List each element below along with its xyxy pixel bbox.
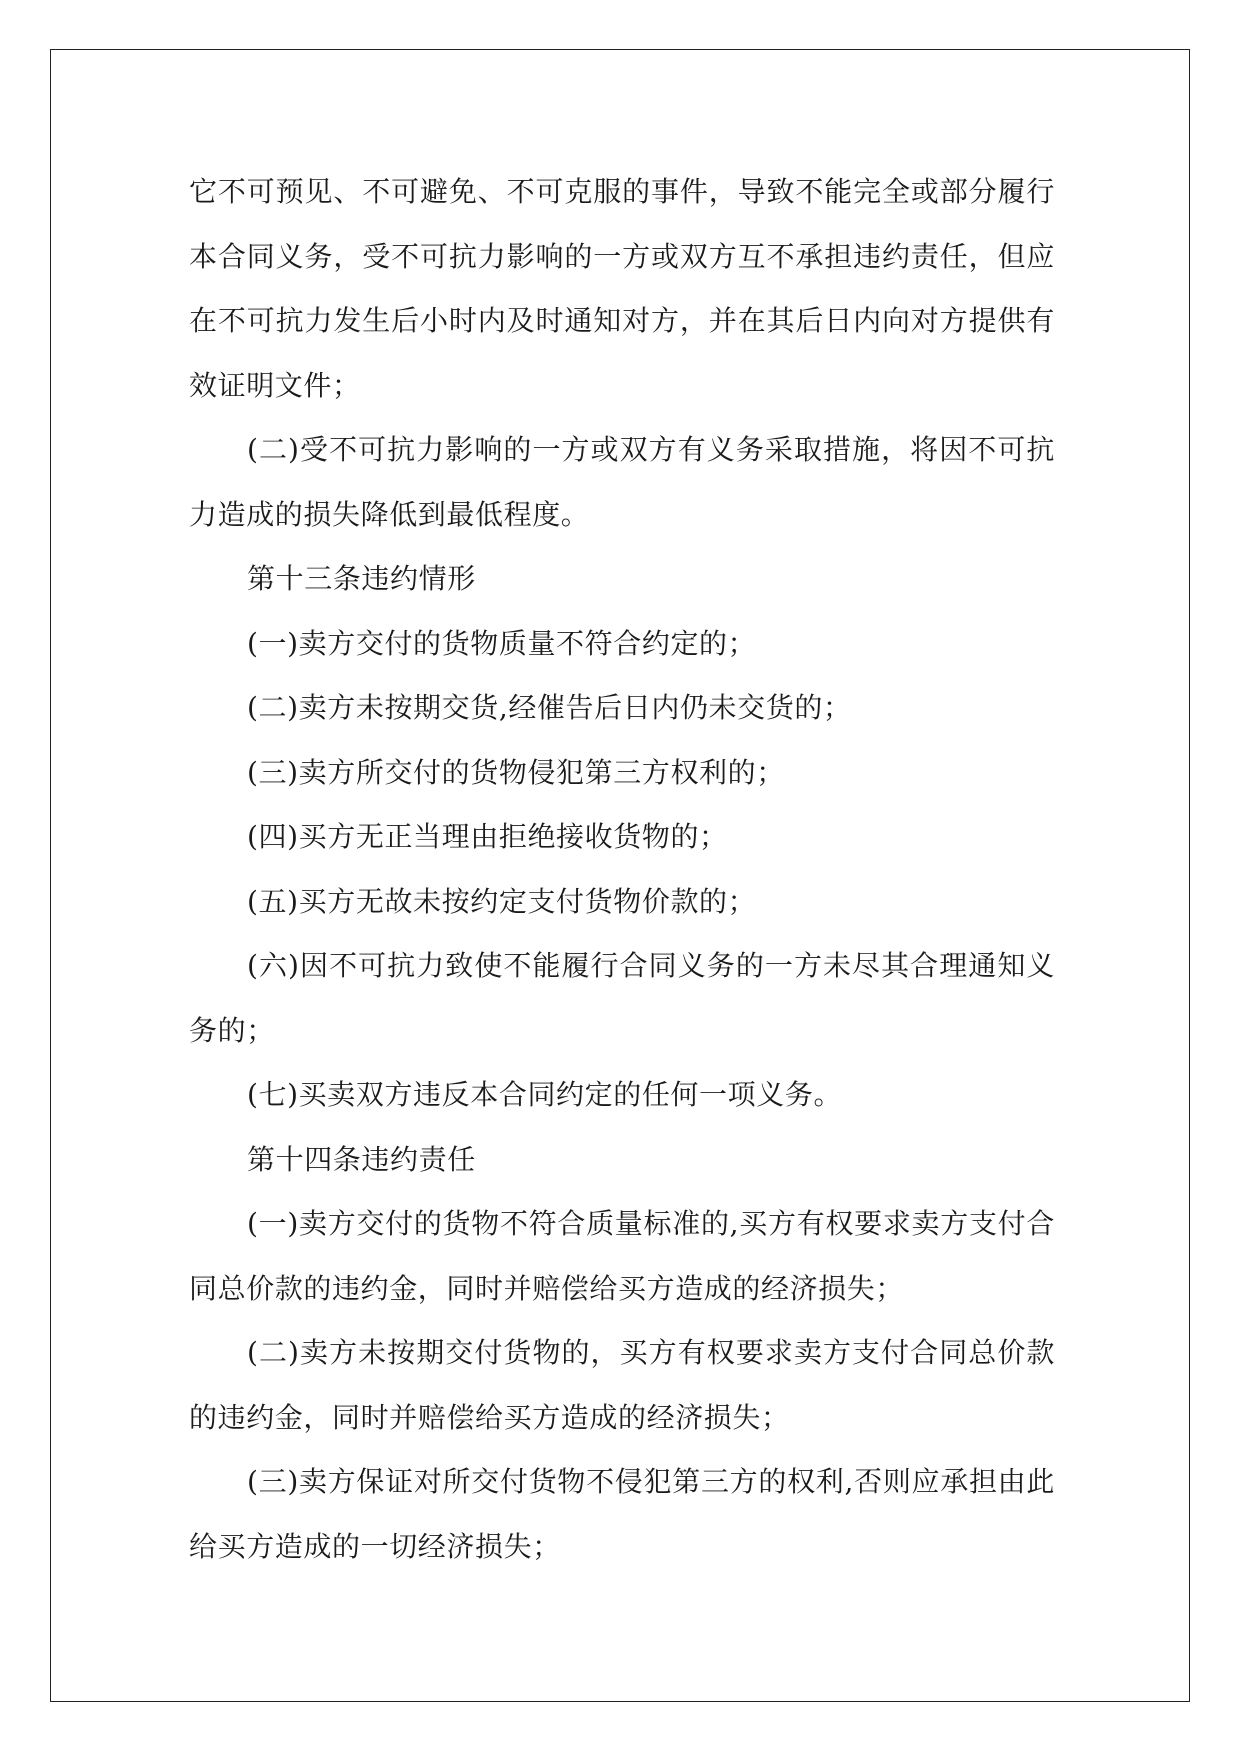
breach-item-2: (二)卖方未按期交货,经催告后日内仍未交货的； (247, 691, 852, 724)
liability-item-3: (三)卖方保证对所交付货物不侵犯第三方的权利,否则应承担由此给买方造成的一切经济损失； (189, 1465, 1055, 1563)
breach-item-7: (七)买卖双方违反本合同约定的任何一项义务。 (247, 1078, 843, 1111)
liability-item-2: (二)卖方未按期交付货物的，买方有权要求卖方支付合同总价款的违约金，同时并赔偿给买方造成的经济损失； (189, 1336, 1055, 1434)
breach-item-3: (三)卖方所交付的货物侵犯第三方权利的； (247, 755, 785, 789)
liability-item-1: (一)卖方交付的货物不符合质量标准的,买方有权要求卖方支付合同总价款的违约金，同时并赔偿给买方造成的经济损失； (189, 1207, 1055, 1305)
document-body (189, 160, 1055, 1579)
breach-item-4: (四)买方无正当理由拒绝接收货物的； (247, 820, 728, 853)
breach-item-1: (一)卖方交付的货物质量不符合约定的； (247, 626, 757, 660)
section-heading-article-13: 第十三条违约情形 (247, 562, 476, 595)
section-heading-article-14: 第十四条违约责任 (247, 1142, 476, 1176)
breach-item-5: (五)买方无故未按约定支付货物价款的； (247, 884, 757, 918)
paragraph-force-majeure-mitigation: (二)受不可抗力影响的一方或双方有义务采取措施，将因不可抗力造成的损失降低到最低程度。 (189, 433, 1055, 531)
breach-item-6: (六)因不可抗力致使不能履行合同义务的一方未尽其合理通知义务的； (189, 949, 1055, 1047)
paragraph-force-majeure-notice: 它不可预见、不可避免、不可克服的事件，导致不能完全或部分履行本合同义务，受不可抗力影响的一方或双方互不承担违约责任，但应在不可抗力发生后小时内及时通知对方，并在其后日内向对方提供有效证明文件； (189, 175, 1055, 402)
